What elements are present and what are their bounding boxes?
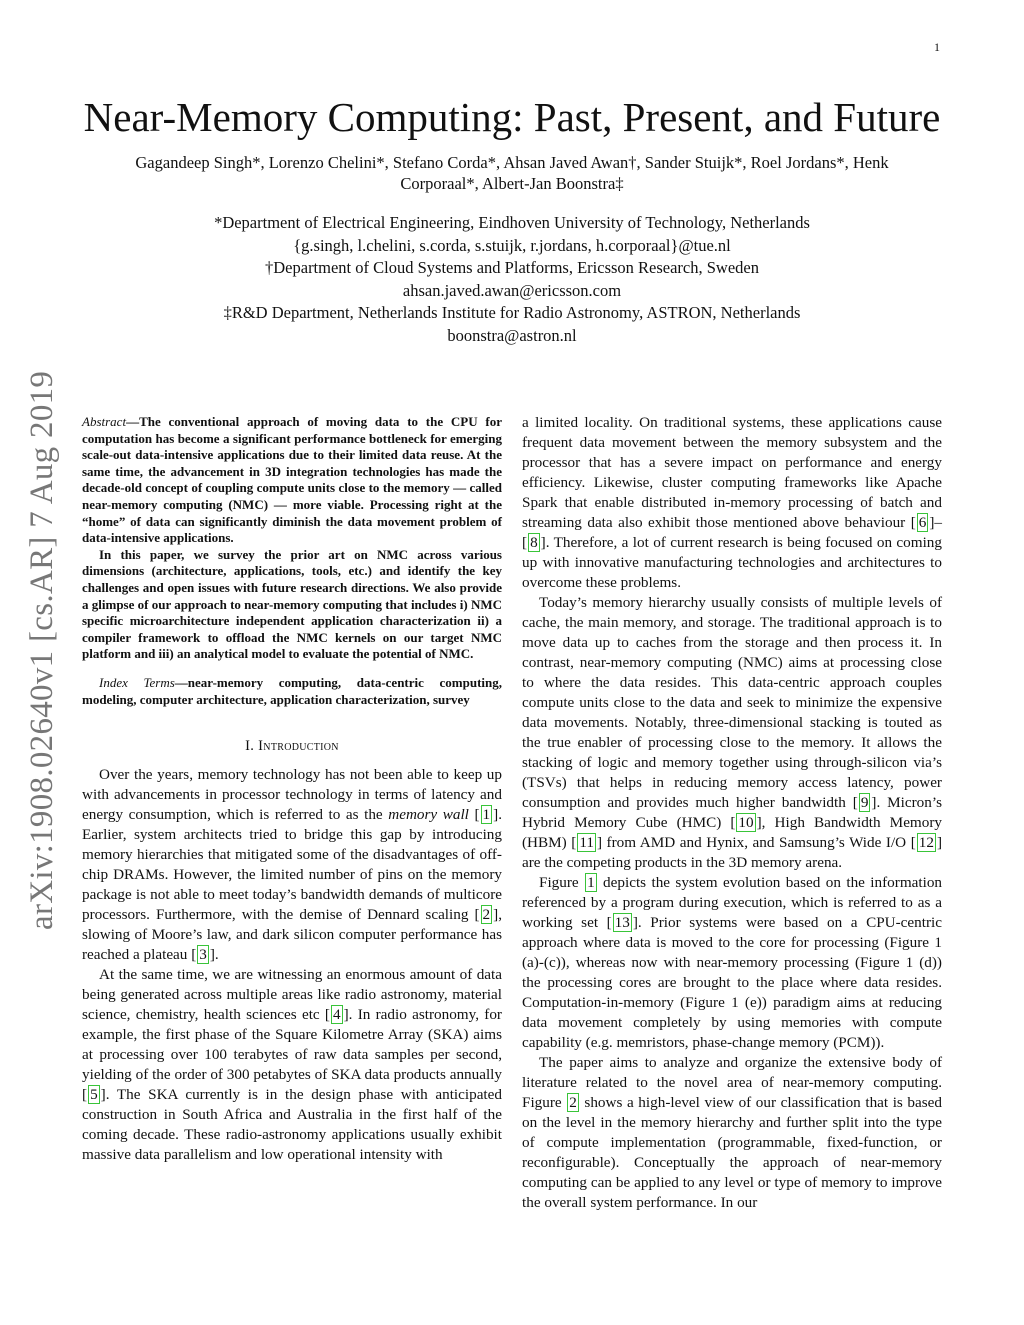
section-numeral: I. [245,738,255,755]
section-title: Introduction [258,738,339,755]
section-heading-introduction [82,738,502,755]
citation-link[interactable]: 13 [614,914,630,931]
author-line-1: Gagandeep Singh*, Lorenzo Chelini*, Stefano Corda*, Ahsan Javed Awan†, Sander Stuijk*, Roel Jordans*, Henk [135,153,889,172]
intro-body-right [522,413,942,1213]
citation-link[interactable]: 12 [918,834,934,851]
abstract-paragraph-2: In this paper, we survey the prior art on NMC across various dimensions (architecture, applications, tools, etc.) and identify the key challenges and open issues with future research directions. We also provide a glimpse of our approach to near-memory computing that includes i) NMC specific microarchitecture independent application characterization ii) a compiler framework to offload the NMC kernels on our target NMC platform and iii) an analytical model to evaluate the potential of NMC. [82,546,502,662]
affiliation-astron-email: boonstra@astron.nl [447,325,577,345]
intro-body-left [82,765,502,1165]
citation-link[interactable]: 1 [482,806,491,824]
affiliation-ericsson: †Department of Cloud Systems and Platforms, Ericsson Research, Sweden [265,258,759,277]
intro-paragraph-4: Today’s memory hierarchy usually consists of multiple levels of cache, the main memory, and storage. The traditional approach is to move data up to caches from the storage and then process it. In contrast, near-memory computing (NMC) aims at processing close to where the data resides. This data-centric approach couples compute units close to the data and seek to minimize the expensive data movements. Notably, three-dimensional stacking is touted as the true enabler of processing close to the memory. It allows the stacking of logic and memory together using through-silicon via’s (TSVs) that helps in reducing memory access latency, power consumption and provides much higher bandwidth [ 9 ]. Micron’s Hybrid Memory Cube (HMC) [ 10 ], High Bandwidth Memory (HBM) [ 11 ] from AMD and Hynix, and Samsung’s Wide I/O [ 12 ] are the competing products in the 3D memory arena. [522,594,943,871]
intro-paragraph-1: Over the years, memory technology has not been able to keep up with advancements in processor technology in terms of latency and energy consumption, which is referred to as the memory wall [ 1 ]. Earlier, system architects tried to bridge this gap by introducing memory hierarchies that mitigated some of the disadvantages of off-chip DRAMs. However, the limited number of pins on the memory package is not able to meet today’s bandwidth demands of multicore processors. Furthermore, with the demise of Dennard scaling [ 2 ], slowing of Moore’s law, and dark silicon computer performance has reached a plateau [ 3 ]. [82,766,502,964]
citation-link[interactable]: 6 [918,514,927,531]
index-terms-text: —near-memory computing, data-centric computing, modeling, computer architecture, application characterization, survey [82,674,502,707]
affiliation-tue-emails: {g.singh, l.chelini, s.corda, s.stuijk, r.jordans, h.corporaal}@tue.nl [293,235,731,255]
intro-paragraph-3: a limited locality. On traditional systems, these applications cause frequent data movement between the memory subsystem and the processor that has a severe impact on performance and energy efficiency. Likewise, cluster computing frameworks like Apache Spark that enable distributed in-memory processing of batch and streaming data also exhibit those mentioned above behaviour [ 6 ]–[ 8 ]. Therefore, a lot of current research is being focused on coming up with innovative manufacturing technologies and architectures to overcome these problems. [522,414,942,591]
affiliations [120,212,904,347]
abstract [82,414,502,663]
citation-link[interactable]: 2 [482,906,491,924]
right-column [522,413,942,1213]
abstract-paragraph-1: —The conventional approach of moving data to the CPU for computation has become a significant performance bottleneck for emerging scale-out data-intensive applications due to their limited data reuse. At the same time, the advancement in 3D integration technologies has made the decade-old concept of coupling compute units close to the memory — called near-memory computing (NMC) — more viable. Processing right at the “home” of data can significantly diminish the data movement problem of data-intensive applications. [82,414,502,546]
citation-link[interactable]: 10 [738,814,754,831]
citation-link[interactable]: 3 [199,946,207,964]
index-terms [82,675,502,708]
citation-link[interactable]: 11 [579,834,594,851]
page-number: 1 [934,40,940,54]
figure-link[interactable]: 2 [569,1094,577,1111]
left-column [82,414,502,1165]
citation-link[interactable]: 4 [332,1006,341,1024]
memory-wall-term: memory wall [388,806,469,824]
arxiv-identifier-stamp[interactable]: arXiv:1908.02640v1 [cs.AR] 7 Aug 2019 [24,370,60,930]
figure-link[interactable]: 1 [587,874,595,891]
author-line-2: Corporaal*, Albert-Jan Boonstra‡ [400,174,624,193]
citation-link[interactable]: 8 [530,534,538,551]
author-list [80,152,944,194]
intro-paragraph-6: The paper aims to analyze and organize the extensive body of literature related to the novel area of near-memory computing. Figure 2 shows a high-level view of our classification that is based on the level in the memory hierarchy and further split into the type of compute implementation (programmable, fixed-function, or reconfigurable). Conceptually the approach of near-memory computing can be applied to any level or type of memory to improve the overall system performance. In our [522,1054,943,1211]
paper-title: Near-Memory Computing: Past, Present, and Future [83,94,941,140]
index-terms-label: Index Terms [99,674,175,690]
affiliation-astron: ‡R&D Department, Netherlands Institute for Radio Astronomy, ASTRON, Netherlands [223,303,801,322]
citation-link[interactable]: 5 [90,1086,98,1104]
affiliation-tue: *Department of Electrical Engineering, Eindhoven University of Technology, Netherlands [214,213,810,232]
intro-paragraph-5: Figure 1 depicts the system evolution based on the information referenced by a program during execution, which is referred to as a working set [ 13 ]. Prior systems were based on a CPU-centric approach where data is moved to the core for processing (Figure 1 (a)-(c)), whereas now with near-memory processing (Figure 1 (d)) the processing cores are brought to the place where data resides. Computation-in-memory (Figure 1 (e)) paradigm aims at reducing data movement completely by using memories with compute capability (e.g. memristors, phase-change memory (PCM)). [522,874,943,1051]
abstract-label: Abstract [82,414,127,429]
intro-paragraph-2: At the same time, we are witnessing an enormous amount of data being generated across multiple areas like radio astronomy, material science, chemistry, health sciences etc [ 4 ]. In radio astronomy, for example, the first phase of the Square Kilometre Array (SKA) aims at processing over 100 terabytes of raw data samples per second, yielding of the order of 300 petabytes of SKA data products annually [ 5 ]. The SKA currently is in the design phase with anticipated construction in South Africa and Australia in the first half of the coming decade. These radio-astronomy applications usually exhibit massive data parallelism and low operational intensity with [82,966,502,1164]
affiliation-ericsson-email: ahsan.javed.awan@ericsson.com [402,280,622,300]
citation-link[interactable]: 9 [860,794,869,811]
